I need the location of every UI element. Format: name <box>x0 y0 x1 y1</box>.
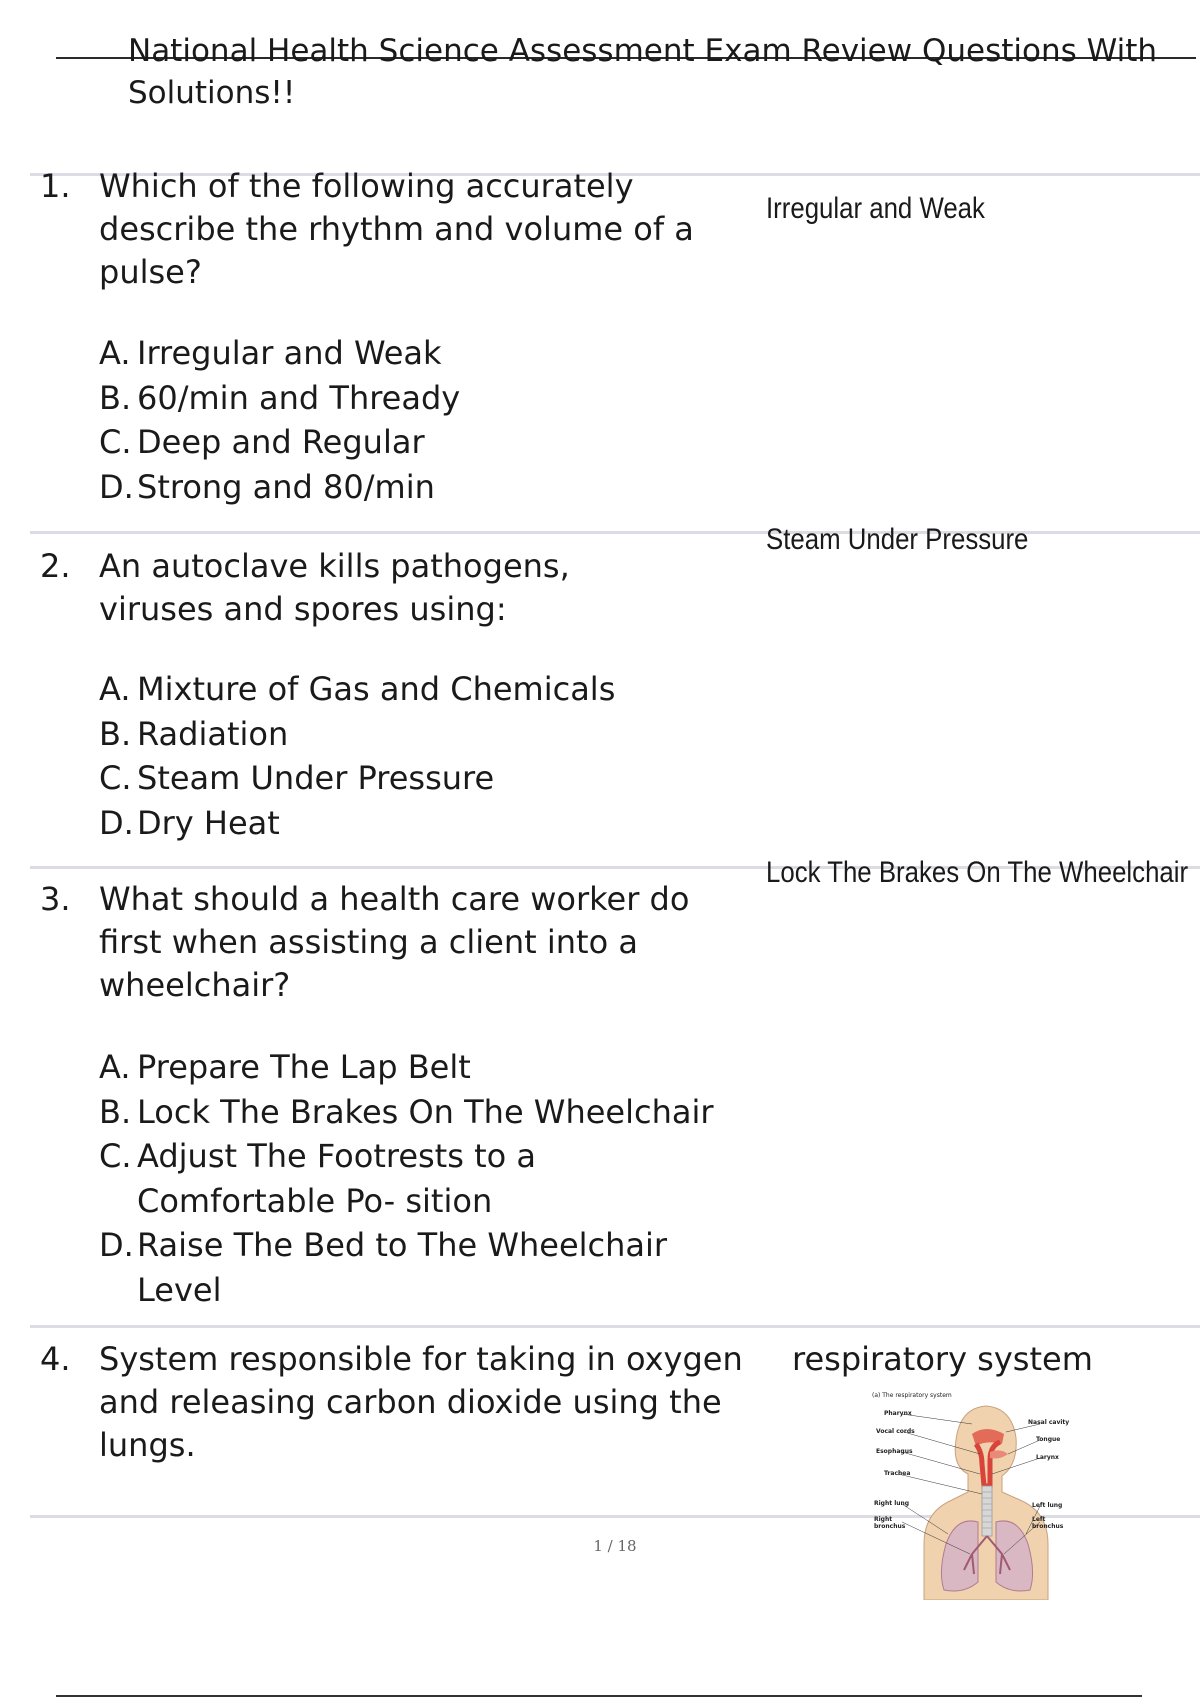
option: C. Deep and Regular <box>99 423 425 461</box>
label-left-bronchus: Left bronchus <box>1032 1516 1064 1530</box>
question-2-options <box>99 667 739 845</box>
figure-title: (a) The respiratory system <box>872 1392 952 1399</box>
label-right-bronchus: Right bronchus <box>874 1516 906 1530</box>
question-3-answer: Lock The Brakes On The Wheelchair <box>766 856 1189 889</box>
question-2-number: 2. <box>40 547 71 585</box>
separator <box>30 1325 1200 1328</box>
question-1-text: Which of the following accurately describe the rhythm and volume of a pulse? <box>99 167 694 291</box>
question-4-text: System responsible for taking in oxygen and releasing carbon dioxide using the lungs. <box>99 1340 743 1464</box>
document-title: National Health Science Assessment Exam Review Questions With Solutions!! <box>128 33 1157 111</box>
option: B. Lock The Brakes On The Wheelchair <box>99 1092 714 1131</box>
label-nasal-cavity: Nasal cavity <box>1028 1419 1070 1426</box>
respiratory-system-figure <box>872 1394 1072 1600</box>
question-1-options <box>99 331 739 509</box>
question-3-number: 3. <box>40 880 71 918</box>
option: D. Raise The Bed to The Wheelchair Level <box>99 1226 668 1309</box>
label-tongue: Tongue <box>1036 1436 1061 1443</box>
label-esophagus: Esophagus <box>876 1448 913 1455</box>
label-pharynx: Pharynx <box>884 1410 912 1417</box>
question-1-answer: Irregular and Weak <box>766 192 985 225</box>
label-right-lung: Right lung <box>874 1500 910 1507</box>
label-larynx: Larynx <box>1036 1454 1059 1461</box>
option: C. Adjust The Footrests to a Comfortable Po- sition <box>99 1137 536 1220</box>
option: A. Prepare The Lap Belt <box>99 1048 471 1086</box>
question-1-number: 1. <box>40 167 71 205</box>
option: D. Strong and 80/min <box>99 467 435 506</box>
footer-rule <box>56 1695 1142 1697</box>
label-left-lung: Left lung <box>1032 1502 1063 1509</box>
question-2-text: An autoclave kills pathogens, viruses and spores using: <box>99 547 570 628</box>
page-number: 1 / 18 <box>593 1537 637 1555</box>
question-2-answer: Steam Under Pressure <box>766 523 1029 556</box>
question-3-text: What should a health care worker do first when assisting a client into a wheelchair? <box>99 880 690 1004</box>
option: C. Steam Under Pressure <box>99 759 495 797</box>
option: B. 60/min and Thready <box>99 378 461 417</box>
option: D. Dry Heat <box>99 803 280 842</box>
option: B. Radiation <box>99 714 289 753</box>
question-4-answer: respiratory system <box>792 1340 1093 1378</box>
label-vocal-cords: Vocal cords <box>876 1428 915 1435</box>
question-3-options <box>99 1045 739 1312</box>
question-4-number: 4. <box>40 1340 71 1378</box>
option: A. Irregular and Weak <box>99 334 442 372</box>
option: A. Mixture of Gas and Chemicals <box>99 670 616 708</box>
label-trachea: Trachea <box>884 1470 911 1477</box>
